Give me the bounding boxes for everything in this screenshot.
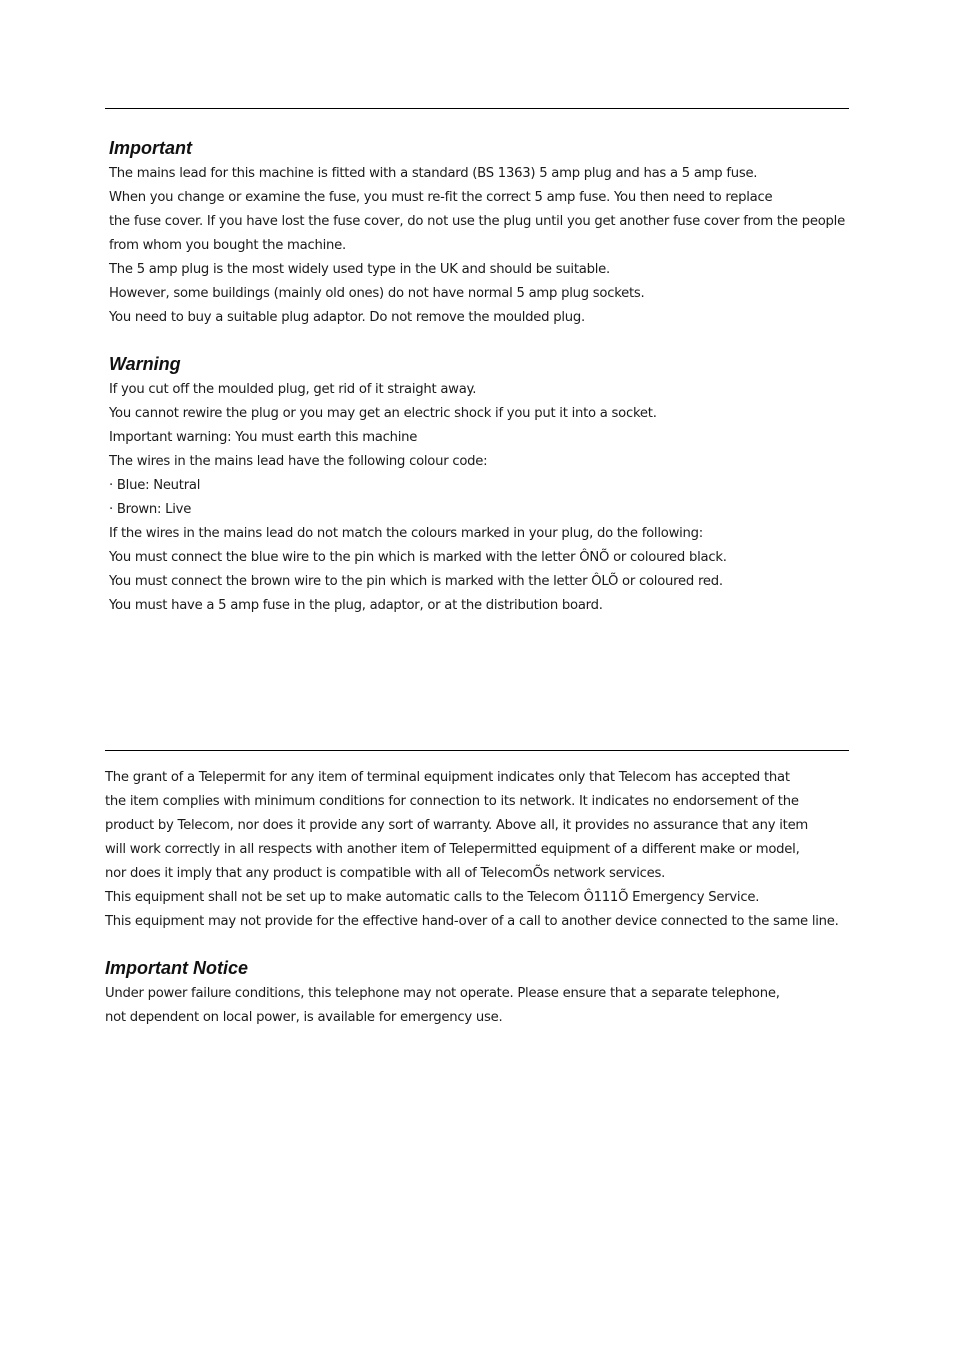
important-line-2: When you change or examine the fuse, you must re-fit the correct 5 amp fuse. You then need to replace	[109, 190, 773, 205]
important-section	[109, 136, 845, 330]
telepermit-line-5: nor does it imply that any product is compatible with all of TelecomÕs network services.	[105, 866, 666, 881]
top-rule	[105, 108, 849, 109]
important-line-4: from whom you bought the machine.	[109, 238, 346, 253]
important-line-5: The 5 amp plug is the most widely used type in the UK and should be suitable.	[109, 262, 610, 277]
telepermit-line-4: will work correctly in all respects with another item of Telepermitted equipment of a different make or model,	[105, 842, 800, 857]
warning-line-10: You must have a 5 amp fuse in the plug, adaptor, or at the distribution board.	[109, 598, 603, 613]
telepermit-line-6: This equipment shall not be set up to make automatic calls to the Telecom Ô111Õ Emergency Service.	[105, 890, 760, 905]
warning-line-7: If the wires in the mains lead do not match the colours marked in your plug, do the following:	[109, 526, 703, 541]
notice-heading: Important Notice	[105, 958, 249, 978]
important-line-3: the fuse cover. If you have lost the fuse cover, do not use the plug until you get another fuse cover from the people	[109, 214, 845, 229]
notice-line-1: Under power failure conditions, this telephone may not operate. Please ensure that a separate telephone,	[105, 986, 780, 1001]
warning-bullet-blue: · Blue: Neutral	[109, 478, 201, 493]
warning-heading: Warning	[109, 354, 181, 374]
telepermit-section	[105, 766, 839, 934]
middle-rule	[105, 750, 849, 751]
warning-line-4: The wires in the mains lead have the following colour code:	[109, 454, 488, 469]
telepermit-line-1: The grant of a Telepermit for any item of terminal equipment indicates only that Telecom has accepted that	[105, 770, 790, 785]
notice-section	[105, 956, 780, 1030]
warning-line-9: You must connect the brown wire to the pin which is marked with the letter ÔLÕ or coloured red.	[109, 574, 723, 589]
important-line-6: However, some buildings (mainly old ones) do not have normal 5 amp plug sockets.	[109, 286, 645, 301]
notice-line-2: not dependent on local power, is available for emergency use.	[105, 1010, 503, 1025]
telepermit-line-7: This equipment may not provide for the effective hand-over of a call to another device connected to the same line.	[105, 914, 839, 929]
warning-line-8: You must connect the blue wire to the pin which is marked with the letter ÔNÕ or coloured black.	[109, 550, 727, 565]
telepermit-line-3: product by Telecom, nor does it provide any sort of warranty. Above all, it provides no assurance that any item	[105, 818, 809, 833]
warning-line-1: If you cut off the moulded plug, get rid of it straight away.	[109, 382, 477, 397]
important-line-7: You need to buy a suitable plug adaptor. Do not remove the moulded plug.	[109, 310, 585, 325]
warning-line-3: Important warning: You must earth this machine	[109, 430, 418, 445]
warning-section	[109, 352, 727, 618]
warning-bullet-brown: · Brown: Live	[109, 502, 192, 517]
telepermit-line-2: the item complies with minimum conditions for connection to its network. It indicates no endorsement of the	[105, 794, 799, 809]
warning-line-2: You cannot rewire the plug or you may get an electric shock if you put it into a socket.	[109, 406, 657, 421]
important-heading: Important	[109, 138, 192, 158]
important-line-1: The mains lead for this machine is fitted with a standard (BS 1363) 5 amp plug and has a 5 amp fuse.	[109, 166, 758, 181]
